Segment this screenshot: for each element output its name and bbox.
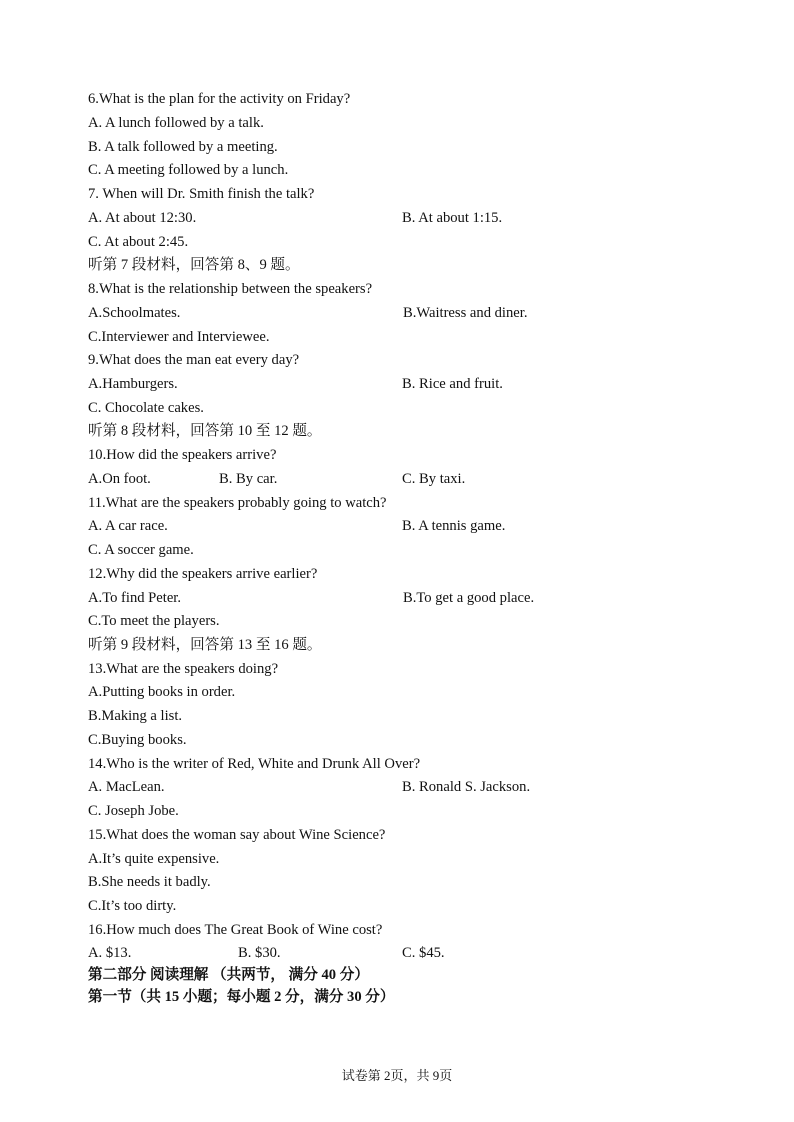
- question-11-option-c: C. A soccer game.: [88, 542, 194, 558]
- question-6-option-b: B. A talk followed by a meeting.: [88, 139, 278, 155]
- question-14-option-c: C. Joseph Jobe.: [88, 803, 179, 819]
- section-7-instruction: 听第 7 段材料，回答第 8、9 题。: [88, 257, 300, 273]
- question-7-option-b: B. At about 1:15.: [402, 210, 503, 226]
- question-16-stem: 16.How much does The Great Book of Wine cost?: [88, 922, 383, 938]
- question-11-option-a: A. A car race.: [88, 518, 168, 534]
- question-12-option-b: B.To get a good place.: [403, 590, 535, 606]
- question-14-option-a: A. MacLean.: [88, 779, 165, 795]
- section-1-heading: 第一节（共 15 小题；每小题 2 分，满分 30 分）: [88, 989, 395, 1005]
- section-8-instruction: 听第 8 段材料，回答第 10 至 12 题。: [88, 423, 322, 439]
- question-15-option-c: C.It’s too dirty.: [88, 898, 177, 914]
- question-8-option-b: B.Waitress and diner.: [403, 305, 528, 321]
- question-9-option-b: B. Rice and fruit.: [402, 376, 503, 392]
- section-9-instruction: 听第 9 段材料，回答第 13 至 16 题。: [88, 637, 322, 653]
- question-15-option-a: A.It’s quite expensive.: [88, 851, 220, 867]
- question-9-option-a: A.Hamburgers.: [88, 376, 178, 392]
- question-12-option-c: C.To meet the players.: [88, 613, 220, 629]
- question-15-option-b: B.She needs it badly.: [88, 874, 211, 890]
- question-16-option-c: C. $45.: [402, 945, 445, 961]
- question-12-option-a: A.To find Peter.: [88, 590, 182, 606]
- question-10-option-b: B. By car.: [219, 471, 278, 487]
- question-14-option-b: B. Ronald S. Jackson.: [402, 779, 531, 795]
- question-10-option-c: C. By taxi.: [402, 471, 466, 487]
- question-13-option-b: B.Making a list.: [88, 708, 183, 724]
- question-9-stem: 9.What does the man eat every day?: [88, 352, 300, 368]
- question-7-option-c: C. At about 2:45.: [88, 234, 189, 250]
- question-7-option-a: A. At about 12:30.: [88, 210, 197, 226]
- question-13-stem: 13.What are the speakers doing?: [88, 661, 279, 677]
- question-6-option-c: C. A meeting followed by a lunch.: [88, 162, 289, 178]
- question-9-option-c: C. Chocolate cakes.: [88, 400, 204, 416]
- part-2-heading: 第二部分 阅读理解 （共两节， 满分 40 分）: [88, 967, 369, 983]
- question-10-stem: 10.How did the speakers arrive?: [88, 447, 277, 463]
- question-10-option-a: A.On foot.: [88, 471, 151, 487]
- question-6-stem: 6.What is the plan for the activity on Friday?: [88, 91, 351, 107]
- question-14-stem: 14.Who is the writer of Red, White and Drunk All Over?: [88, 756, 421, 772]
- question-7-stem: 7. When will Dr. Smith finish the talk?: [88, 186, 315, 202]
- question-6-option-a: A. A lunch followed by a talk.: [88, 115, 264, 131]
- question-11-option-b: B. A tennis game.: [402, 518, 506, 534]
- question-11-stem: 11.What are the speakers probably going to watch?: [88, 495, 387, 511]
- question-16-option-b: B. $30.: [238, 945, 281, 961]
- question-8-stem: 8.What is the relationship between the speakers?: [88, 281, 373, 297]
- question-15-stem: 15.What does the woman say about Wine Science?: [88, 827, 386, 843]
- question-13-option-c: C.Buying books.: [88, 732, 187, 748]
- question-8-option-a: A.Schoolmates.: [88, 305, 181, 321]
- question-16-option-a: A. $13.: [88, 945, 132, 961]
- page-footer: 试卷第 2页，共 9页: [341, 1068, 453, 1083]
- question-13-option-a: A.Putting books in order.: [88, 684, 236, 700]
- question-8-option-c: C.Interviewer and Interviewee.: [88, 329, 270, 345]
- question-12-stem: 12.Why did the speakers arrive earlier?: [88, 566, 318, 582]
